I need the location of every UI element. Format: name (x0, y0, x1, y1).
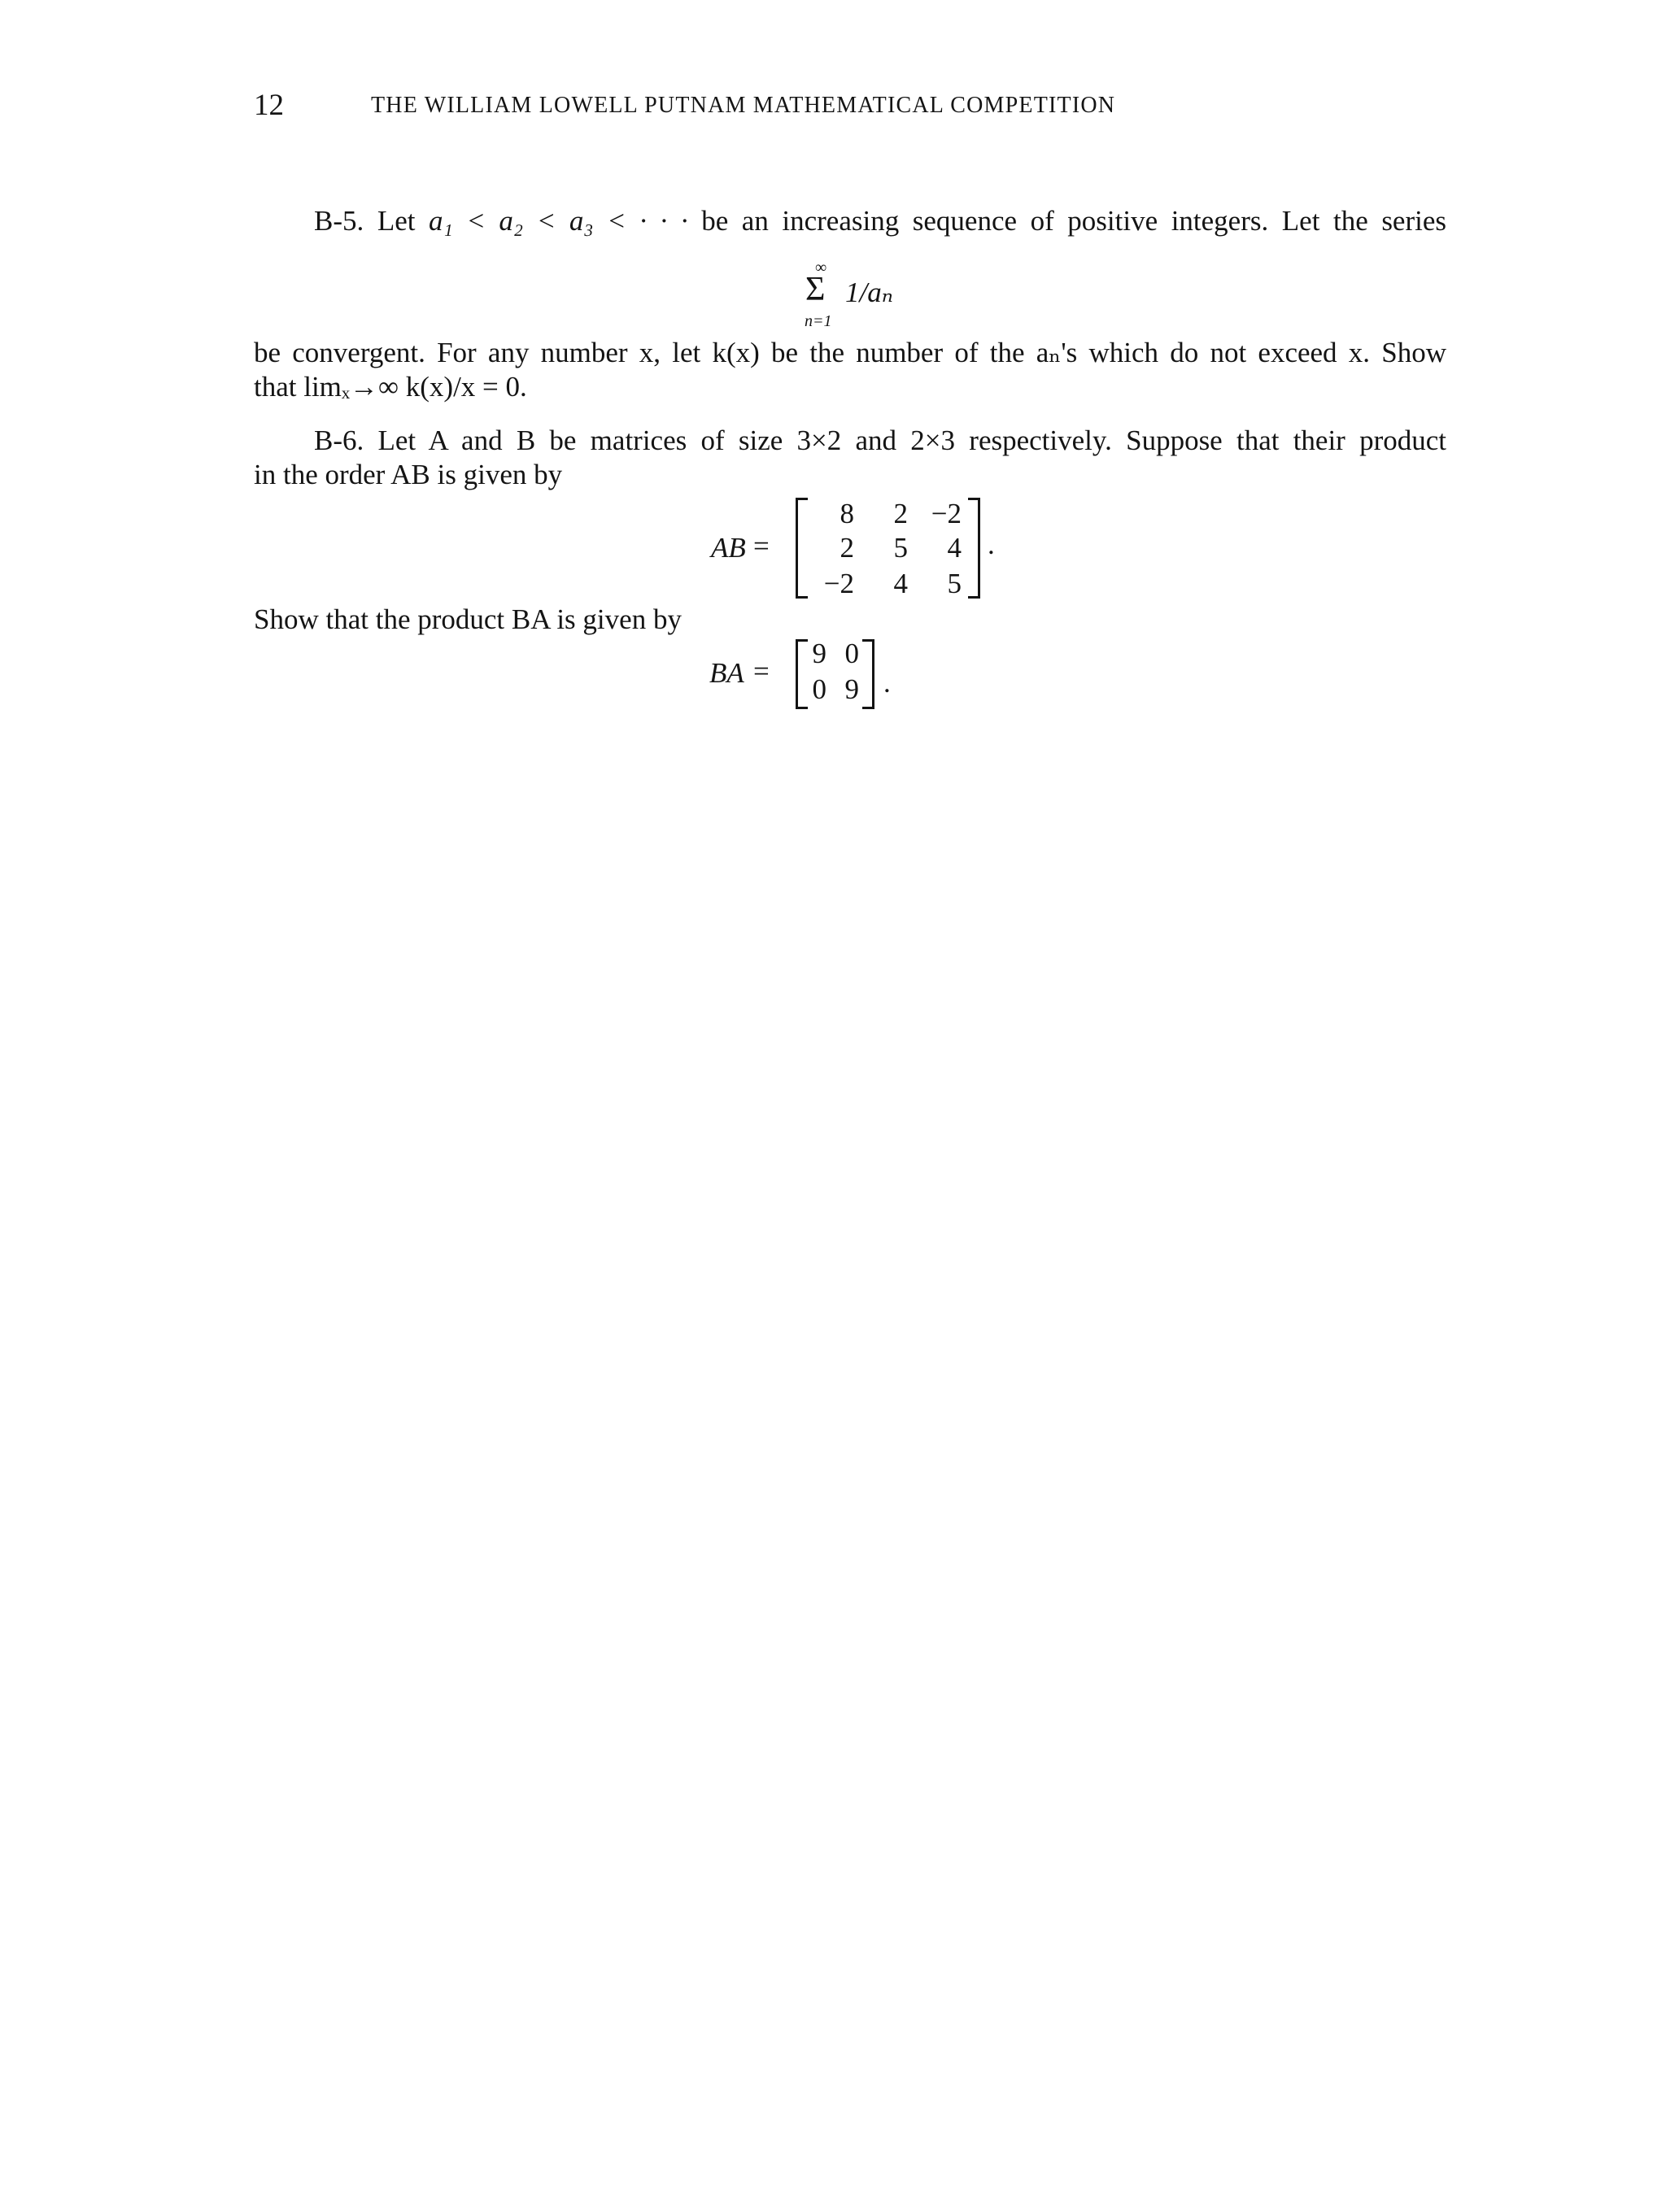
sum-upper-limit: ∞ (815, 259, 827, 276)
ab-right-bracket (968, 498, 980, 599)
b5-line-3: that limₓ→∞ k(x)/x = 0. (254, 371, 527, 403)
page-header (254, 88, 1451, 128)
b5-text-let: Let (377, 205, 416, 237)
ab-label: AB (711, 532, 746, 564)
b5-text-sequence: be an increasing sequence of positive integers. Let the series (701, 205, 1447, 237)
ab-period: . (988, 529, 995, 560)
sum-symbol: Σ (805, 271, 826, 308)
series-term: 1/aₙ (845, 276, 893, 308)
ba-label: BA (709, 657, 744, 689)
ab-cell-r2c2: 5 (893, 532, 908, 564)
ab-cell-r1c1: 8 (840, 498, 854, 529)
b6-line-3: Show that the product BA is given by (254, 603, 682, 635)
ba-cell-r1c1: 9 (812, 638, 826, 669)
ab-cell-r1c3: −2 (931, 498, 962, 529)
ab-left-bracket (796, 498, 808, 599)
page-number: 12 (254, 89, 284, 122)
ba-cell-r2c2: 9 (844, 673, 859, 705)
ba-equals-sign: = (753, 655, 770, 687)
running-title: THE WILLIAM LOWELL PUTNAM MATHEMATICAL COMPETITION (371, 93, 1116, 118)
ab-cell-r2c3: 4 (947, 532, 962, 564)
b5-line-2: be convergent. For any number x, let k(x) be the number of the aₙ's which do not exceed x. Show (254, 337, 1446, 368)
ba-cell-r2c1: 0 (812, 673, 826, 705)
ba-period: . (883, 667, 891, 699)
ab-cell-r1c2: 2 (893, 498, 908, 529)
b6-line-2: in the order AB is given by (254, 459, 563, 490)
b5-inequality: a₁ < a₂ < a₃ < · · · (429, 205, 688, 237)
series-formula (801, 259, 915, 332)
ab-cell-r3c2: 4 (893, 568, 908, 599)
ab-cell-r3c1: −2 (823, 568, 854, 599)
ab-cell-r3c3: 5 (947, 568, 962, 599)
ab-cell-r2c1: 2 (840, 532, 854, 564)
sum-lower-limit: n=1 (805, 312, 832, 330)
b6-line-1: B-6. Let A and B be matrices of size 3×2 and 2×3 respectively. Suppose that their product (314, 425, 1446, 456)
b5-label: B-5. (314, 205, 364, 237)
b5-line-1 (314, 207, 1446, 235)
ba-cell-r1c2: 0 (844, 638, 859, 669)
ab-equals-sign: = (753, 530, 770, 562)
ba-right-bracket (862, 639, 874, 709)
